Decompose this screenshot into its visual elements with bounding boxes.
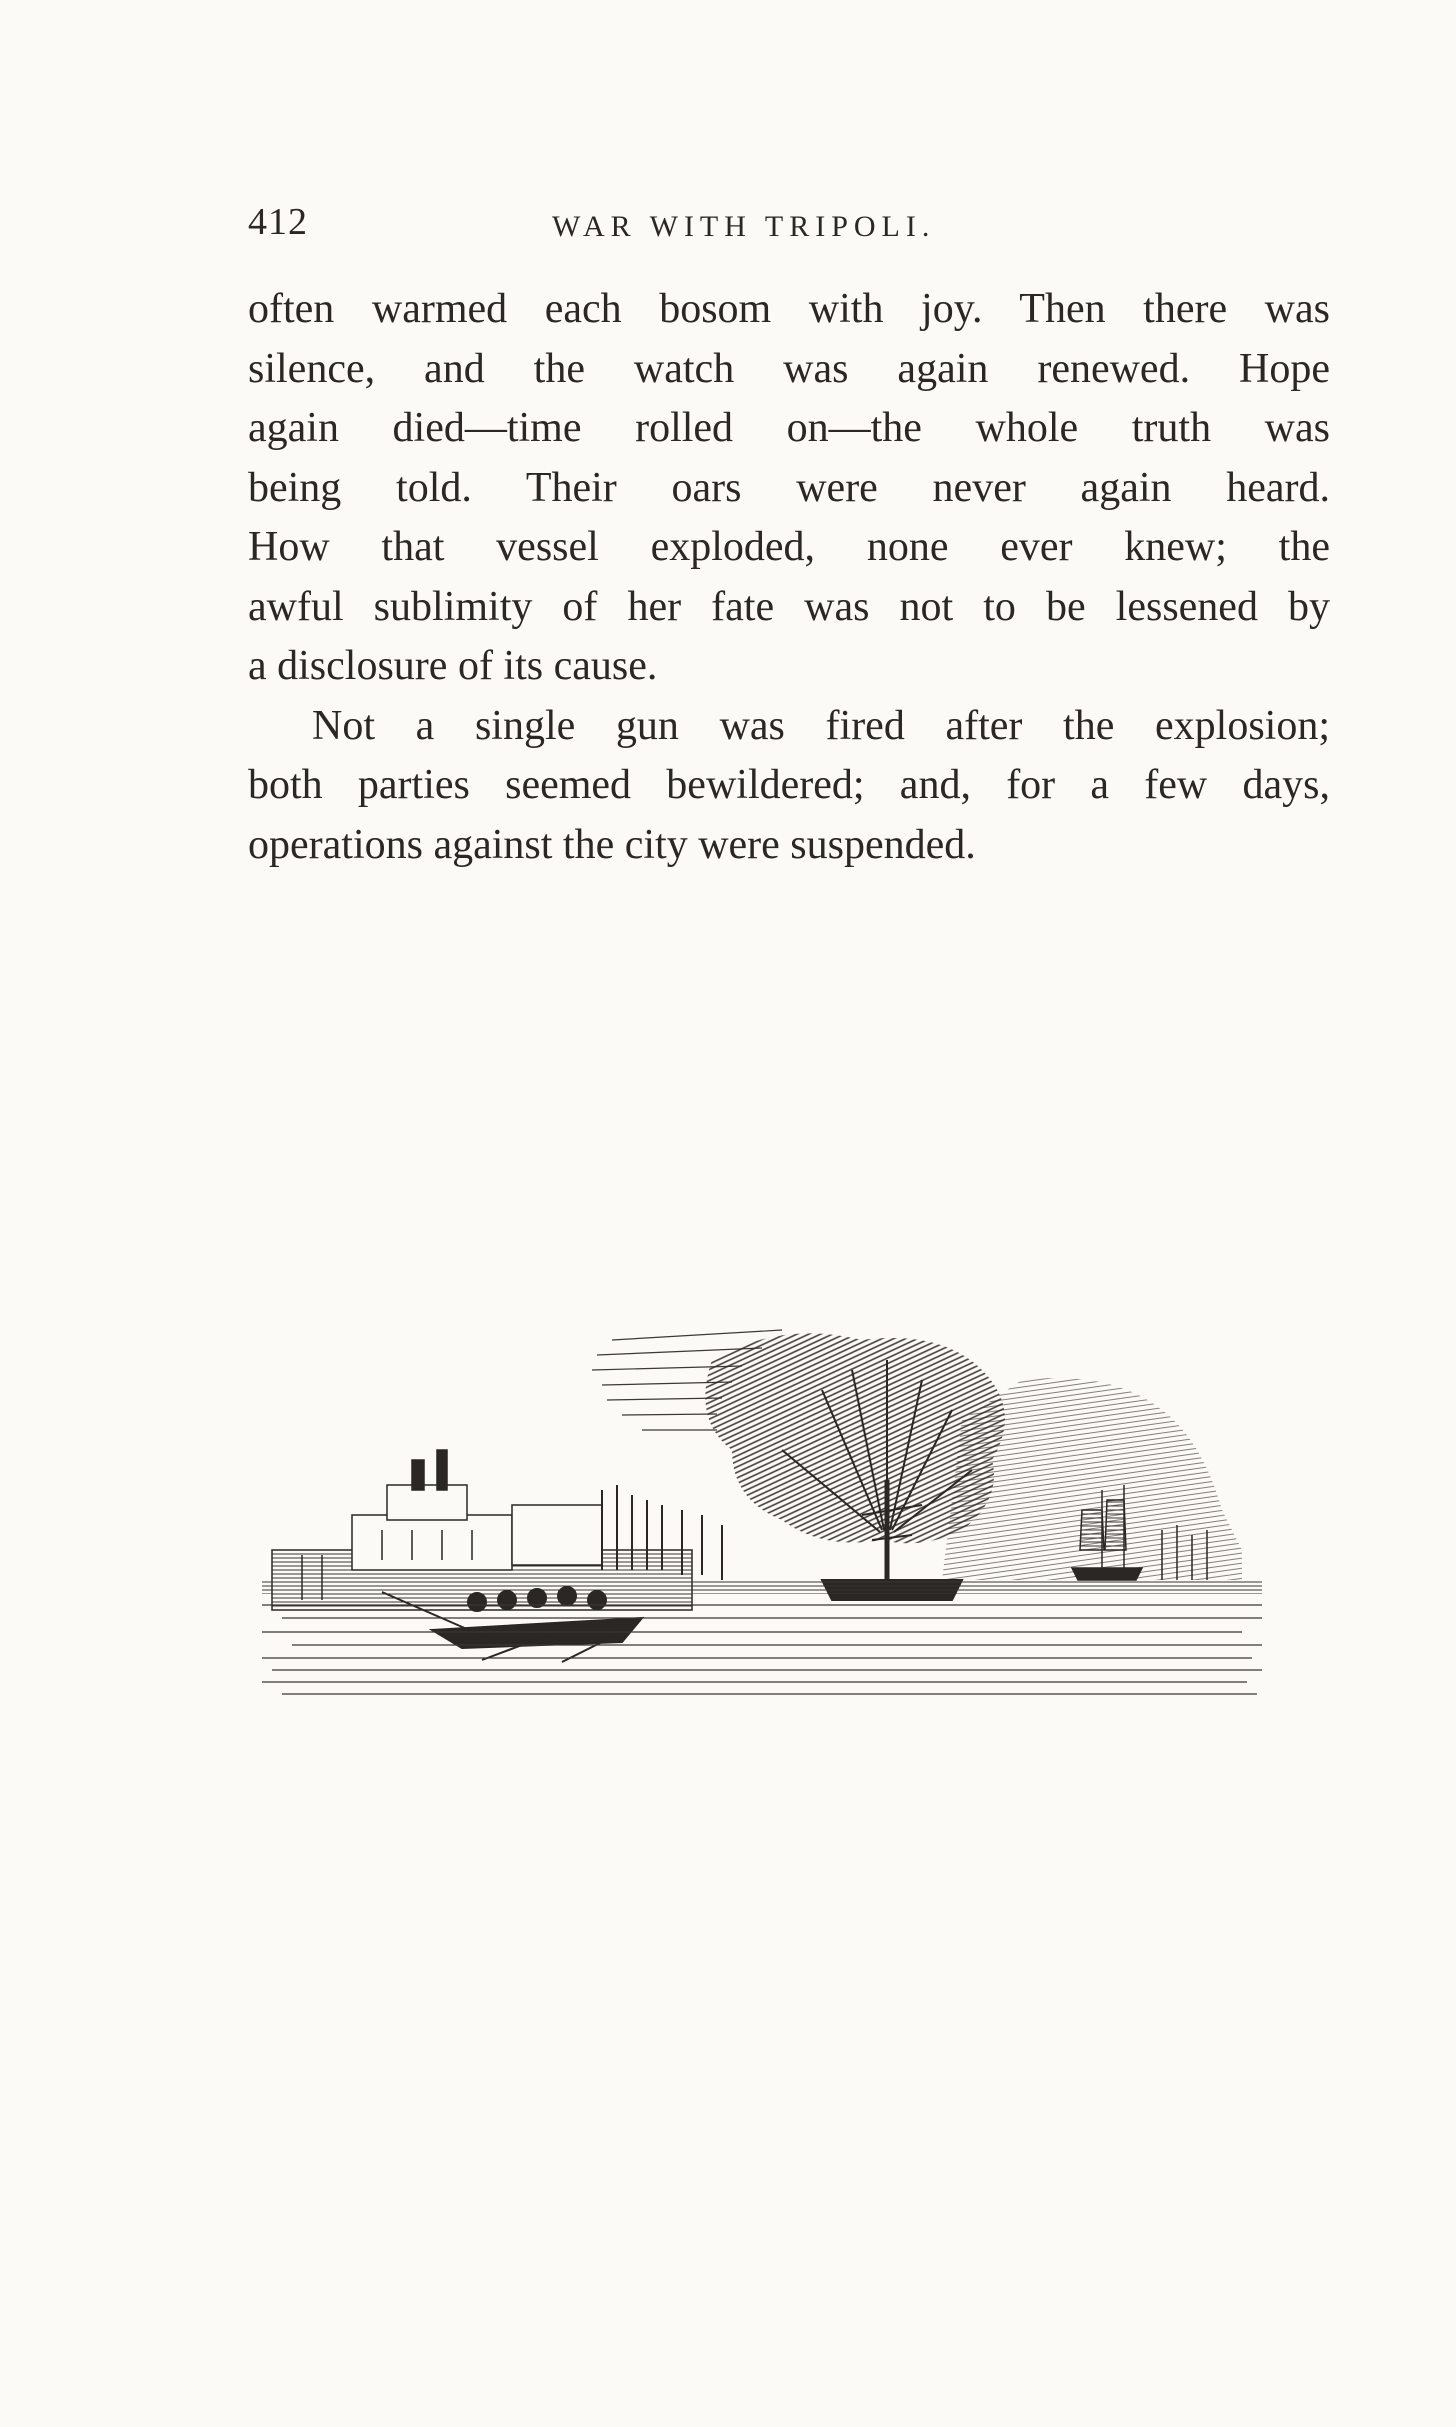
- body-text: [248, 280, 1330, 875]
- text-line: silence, and the watch was again renewed. Hope: [248, 345, 1330, 392]
- paragraph-1: [248, 280, 1330, 697]
- text-line: again died—time rolled on—the whole truth was: [248, 405, 1330, 451]
- page-number: 412: [248, 201, 308, 243]
- text-line: How that vessel exploded, none ever knew; the: [248, 524, 1330, 570]
- text-line: a disclosure of its cause.: [248, 643, 658, 689]
- text-line: operations against the city were suspended.: [248, 821, 976, 868]
- water: [262, 1605, 1262, 1694]
- text-line: both parties seemed bewildered; and, for a few days,: [248, 762, 1330, 808]
- harbor-explosion-engraving: [262, 1300, 1312, 1720]
- paragraph-2: [248, 697, 1330, 876]
- text-line: being told. Their oars were never again heard.: [248, 464, 1330, 511]
- text-line: often warmed each bosom with joy. Then there was: [248, 286, 1330, 332]
- running-head: [248, 200, 1328, 260]
- shoreline: [262, 1580, 1262, 1594]
- text-line: Not a single gun was fired after the explosion;: [312, 702, 1330, 749]
- running-title: WAR WITH TRIPOLI.: [552, 210, 936, 243]
- text-line: awful sublimity of her fate was not to be lessened by: [248, 583, 1330, 630]
